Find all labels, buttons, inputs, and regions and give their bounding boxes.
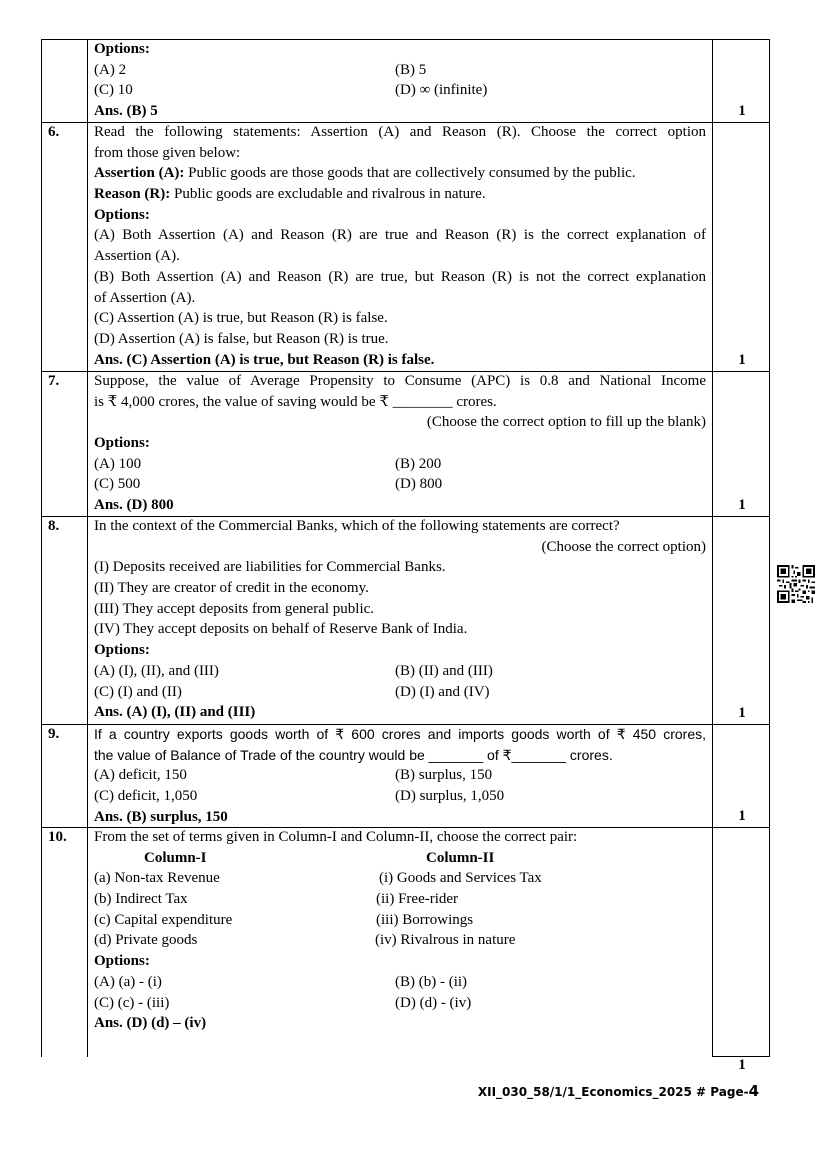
question-text: If a country exports goods worth of ₹ 600 crores and imports goods worth of ₹ 450 crores, <box>94 726 706 742</box>
instruction: (Choose the correct option to fill up the blank) <box>426 414 706 431</box>
option-a: (A) Both Assertion (A) and Reason (R) are true and Reason (R) is the correct explanation of <box>94 227 706 244</box>
column-1-item: (d) Private goods <box>94 932 198 949</box>
option-b: (B) surplus, 150 <box>395 767 493 784</box>
question-text: the value of Balance of Trade of the country would be _______ of ₹_______ crores. <box>94 746 613 763</box>
option-a: (A) deficit, 150 <box>94 767 187 784</box>
option-d: (D) surplus, 1,050 <box>395 788 505 805</box>
option-a: (A) 2 <box>94 61 127 78</box>
answer: Ans. (A) (I), (II) and (III) <box>94 704 256 721</box>
option-d: (D) Assertion (A) is false, but Reason (R) is true. <box>94 330 389 347</box>
statement: (IV) They accept deposits on behalf of Reserve Bank of India. <box>94 621 468 638</box>
option-b: (B) 5 <box>395 61 427 78</box>
question-row-5 <box>41 39 770 122</box>
question-row-10 <box>41 827 770 1073</box>
column-1-item: (b) Indirect Tax <box>94 891 188 908</box>
marks: 1 <box>738 352 746 368</box>
column-1-heading: Column-I <box>144 849 207 866</box>
instruction: (Choose the correct option) <box>541 538 706 555</box>
option-b-cont: of Assertion (A). <box>94 289 196 306</box>
answer-table <box>41 39 770 1073</box>
question-text: From the set of terms given in Column-I and Column-II, choose the correct pair: <box>94 829 578 845</box>
option-d: (D) ∞ (infinite) <box>395 82 488 99</box>
reason-text: Public goods are excludable and rivalrous in nature. <box>170 186 486 203</box>
question-text: Read the following statements: Assertion (A) and Reason (R). Choose the correct option <box>94 124 706 140</box>
marks: 1 <box>738 705 746 721</box>
answer: Ans. (B) 5 <box>94 103 158 120</box>
assertion-text: Public goods are those goods that are collectively consumed by the public. <box>184 165 636 182</box>
option-c: (C) deficit, 1,050 <box>94 788 198 805</box>
answer: Ans. (D) 800 <box>94 497 174 514</box>
question-text: is ₹ 4,000 crores, the value of saving would be ₹ ________ crores. <box>94 393 497 410</box>
question-text: In the context of the Commercial Banks, which of the following statements are correct? <box>94 518 620 534</box>
options-label: Options: <box>94 435 150 452</box>
option-d: (D) (I) and (IV) <box>395 683 490 700</box>
assertion-label: Assertion (A): <box>94 165 185 182</box>
page-number: 4 <box>748 1082 759 1100</box>
option-b: (B) 200 <box>395 455 442 472</box>
reason-label: Reason (R): <box>94 186 171 203</box>
marks: 1 <box>738 497 746 513</box>
column-2-item: (iii) Borrowings <box>376 911 474 928</box>
column-2-item: (iv) Rivalrous in nature <box>375 932 516 949</box>
marks: 1 <box>738 103 746 119</box>
question-number: 6. <box>48 124 60 140</box>
option-c: (C) (c) - (iii) <box>94 994 170 1011</box>
option-c: (C) 500 <box>94 476 141 493</box>
question-row-6 <box>41 122 770 371</box>
column-1-item: (a) Non-tax Revenue <box>94 870 220 887</box>
question-row-7 <box>41 371 770 516</box>
option-d: (D) (d) - (iv) <box>395 994 472 1011</box>
column-2-item: (i) Goods and Services Tax <box>379 870 542 887</box>
options-label: Options: <box>94 642 150 659</box>
question-row-9 <box>41 724 770 827</box>
options-label: Options: <box>94 953 150 970</box>
option-b: (B) Both Assertion (A) and Reason (R) are true, but Reason (R) is not the correct explanation <box>94 268 706 285</box>
question-number: 10. <box>48 829 67 845</box>
question-number: 8. <box>48 518 60 534</box>
option-c: (C) 10 <box>94 82 133 99</box>
statement: (I) Deposits received are liabilities for Commercial Banks. <box>94 559 446 576</box>
question-number: 9. <box>48 726 60 742</box>
page-footer <box>478 1082 759 1100</box>
qr-code-icon <box>777 565 815 603</box>
question-row-8 <box>41 516 770 724</box>
options-label: Options: <box>94 41 150 57</box>
question-number: 7. <box>48 373 60 389</box>
option-c: (C) Assertion (A) is true, but Reason (R) is false. <box>94 310 388 327</box>
answer: Ans. (D) (d) – (iv) <box>94 1015 207 1032</box>
column-2-item: (ii) Free-rider <box>376 891 459 908</box>
option-b: (B) (II) and (III) <box>395 662 493 679</box>
answer: Ans. (B) surplus, 150 <box>94 808 228 825</box>
option-a: (A) (I), (II), and (III) <box>94 662 219 679</box>
column-2-heading: Column-II <box>426 849 495 866</box>
footer-code: XII_030_58/1/1_Economics_2025 # Page- <box>477 1085 749 1099</box>
option-c: (C) (I) and (II) <box>94 683 182 700</box>
option-a: (A) (a) - (i) <box>94 973 162 990</box>
option-b: (B) (b) - (ii) <box>395 973 468 990</box>
statement: (III) They accept deposits from general public. <box>94 600 375 617</box>
statement: (II) They are creator of credit in the economy. <box>94 580 369 597</box>
marks: 1 <box>738 1057 746 1073</box>
option-a-cont: Assertion (A). <box>94 248 180 265</box>
question-text: Suppose, the value of Average Propensity to Consume (APC) is 0.8 and National Income <box>94 373 706 389</box>
column-1-item: (c) Capital expenditure <box>94 911 233 928</box>
answer: Ans. (C) Assertion (A) is true, but Reason (R) is false. <box>94 351 435 368</box>
options-label: Options: <box>94 206 150 223</box>
question-text: from those given below: <box>94 144 241 161</box>
marks: 1 <box>738 808 746 824</box>
option-a: (A) 100 <box>94 455 142 472</box>
option-d: (D) 800 <box>395 476 443 493</box>
